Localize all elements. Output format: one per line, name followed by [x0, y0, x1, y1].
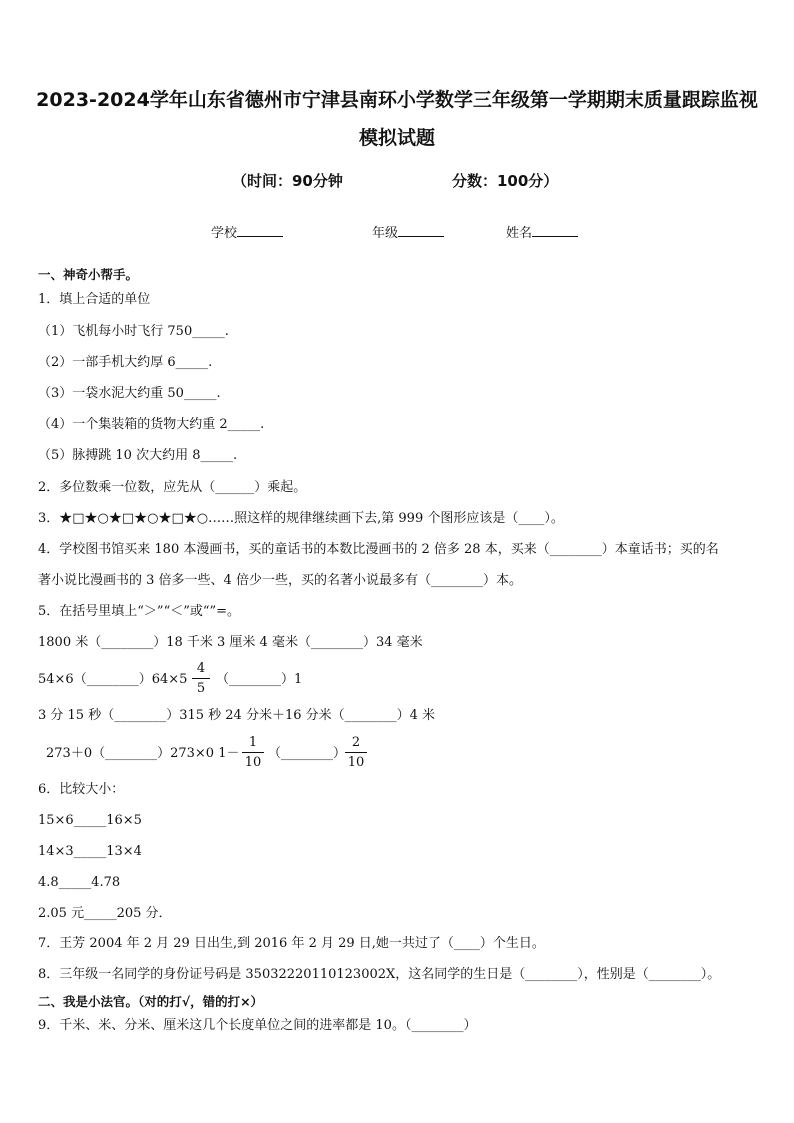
section-1-heading: 一、神奇小帮手。: [38, 267, 139, 282]
grade-label: 年级: [372, 226, 399, 241]
fraction-bar: [345, 752, 367, 753]
question-1-item-1: （1）飞机每小时飞行 750_____.: [38, 324, 229, 339]
fraction-bar: [242, 752, 264, 753]
question-5-row-4-middle: （________）: [268, 746, 347, 761]
question-4-line-1: 4．学校图书馆买来 180 本漫画书，买的童话书的本数比漫画书的 2 倍多 28 本，买来（________）本童话书；买的名: [38, 542, 719, 557]
grade-blank[interactable]: [398, 224, 444, 237]
grade-field[interactable]: [372, 222, 444, 241]
question-6-item-3: 4.8_____4.78: [38, 875, 121, 890]
question-5-row-2-right: （________）1: [216, 672, 303, 687]
question-2: 2．多位数乘一位数，应先从（______）乘起。: [38, 480, 307, 495]
question-4-line-2: 著小说比漫画书的 3 倍多一些、4 倍少一些，买的名著小说最多有（________）本。: [38, 573, 522, 588]
fraction-denominator: 10: [347, 755, 365, 770]
name-field[interactable]: [506, 222, 578, 241]
question-1-stem: 1．填上合适的单位: [38, 292, 151, 307]
exam-score: 分数：100分）: [452, 172, 559, 190]
question-6-item-1: 15×6_____16×5: [38, 813, 142, 828]
question-1-item-4: （4）一个集装箱的货物大约重 2_____.: [38, 417, 265, 432]
question-5-row-3: 3 分 15 秒（________）315 秒 24 分米＋16 分米（________）4 米: [38, 708, 436, 723]
school-label: 学校: [211, 226, 238, 241]
fraction-denominator: 10: [244, 755, 262, 770]
question-3: 3．★□★○★□★○★□★○……照这样的规律继续画下去,第 999 个图形应该是（____）。: [38, 511, 564, 526]
question-5-stem: 5．在括号里填上“＞”“＜”或“”=。: [38, 604, 241, 619]
question-5-row-4-left: 273＋0（________）273×0 1－: [46, 746, 240, 761]
question-1-item-2: （2）一部手机大约厚 6_____.: [38, 355, 213, 370]
fraction-one-tenth: [240, 734, 266, 771]
fraction-bar: [192, 678, 210, 679]
question-8: 8．三年级一名同学的身份证号码是 35032220110123002X，这名同学的生日是（________），性别是（________）。: [38, 967, 721, 982]
fraction-numerator: 1: [248, 735, 258, 750]
name-label: 姓名: [506, 226, 533, 241]
question-9: 9．千米、米、分米、厘米这几个长度单位之间的进率都是 10。（________）: [38, 1018, 477, 1033]
question-6-item-4: 2.05 元_____205 分．: [38, 906, 172, 921]
fraction-numerator: 4: [196, 661, 206, 676]
question-7: 7．王芳 2004 年 2 月 29 日出生,到 2016 年 2 月 29 日,她一共过了（____）个生日。: [38, 936, 545, 951]
school-field[interactable]: [211, 222, 283, 241]
question-5-row-2-left: 54×6（________）64×5: [38, 672, 188, 687]
exam-time: （时间：90分钟: [232, 172, 343, 190]
fraction-four-fifths: [190, 660, 212, 697]
fraction-denominator: 5: [196, 681, 206, 696]
exam-title-line1: 2023-2024学年山东省德州市宁津县南环小学数学三年级第一学期期末质量跟踪监视: [36, 89, 758, 111]
fraction-numerator: 2: [351, 735, 361, 750]
question-6-stem: 6．比较大小：: [38, 782, 125, 797]
school-blank[interactable]: [237, 224, 283, 237]
question-1-item-3: （3）一袋水泥大约重 50_____.: [38, 386, 221, 401]
question-1-item-5: （5）脉搏跳 10 次大约用 8_____.: [38, 448, 238, 463]
section-2-heading: 二、我是小法官。（对的打√，错的打×）: [38, 994, 264, 1009]
name-blank[interactable]: [532, 224, 578, 237]
question-5-row-1: 1800 米（________）18 千米 3 厘米 4 毫米（________）34 毫米: [38, 635, 423, 650]
question-6-item-2: 14×3_____13×4: [38, 844, 142, 859]
fraction-two-tenths: [343, 734, 369, 771]
exam-title-line2: 模拟试题: [358, 127, 435, 149]
